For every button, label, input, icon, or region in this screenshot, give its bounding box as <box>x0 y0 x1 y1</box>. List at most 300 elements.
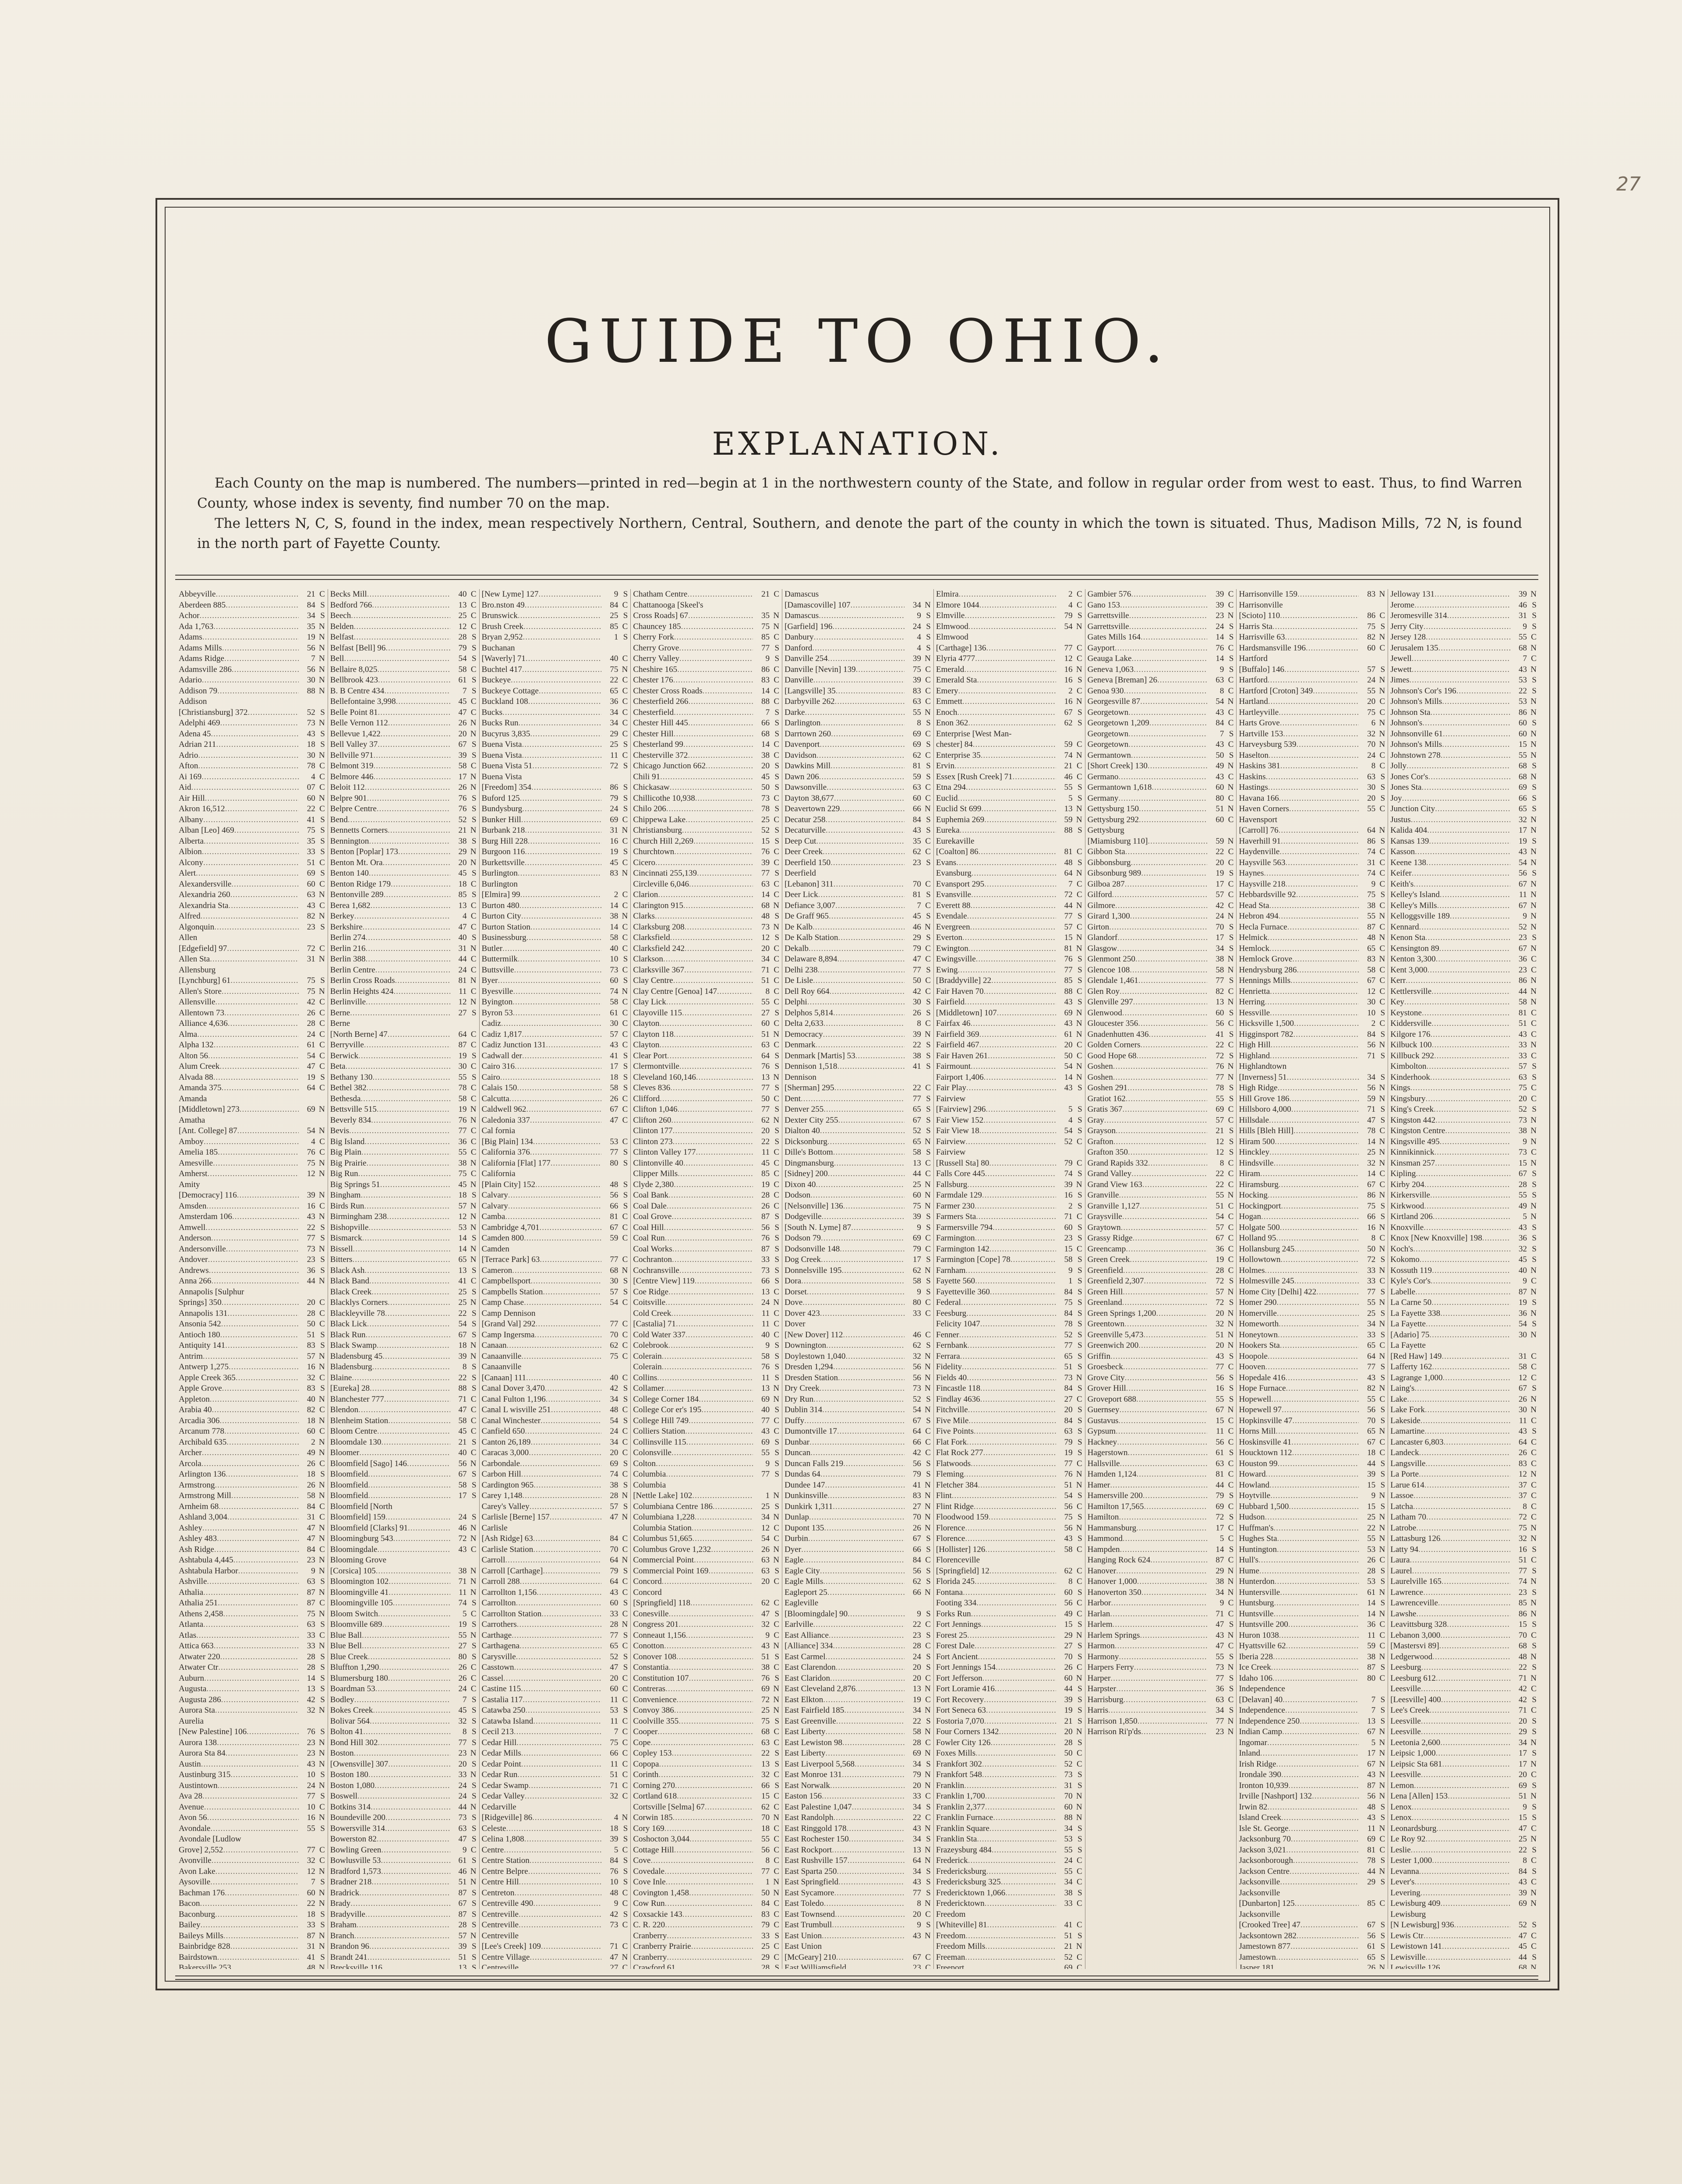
index-entry <box>179 1523 325 1534</box>
index-entry <box>179 901 325 912</box>
county-number: 24 <box>458 1513 467 1522</box>
town-name: Clipper Mills <box>633 1169 678 1178</box>
county-region-letter: N <box>773 1813 780 1822</box>
county-region-letter: N <box>470 1866 477 1876</box>
county-region-letter: S <box>926 1223 931 1232</box>
town-name: [Sherman] 295 <box>784 1083 834 1092</box>
county-number: 77 <box>761 1866 770 1876</box>
county-number: 70 <box>1064 1652 1073 1661</box>
county-number: 24 <box>1064 1856 1073 1865</box>
leader-dots <box>689 1834 753 1845</box>
county-region-letter: C <box>470 600 477 610</box>
county-region-letter: C <box>470 1684 477 1693</box>
town-name: East Elkton <box>784 1695 823 1704</box>
index-entry <box>784 1158 931 1169</box>
index-column <box>482 589 628 1969</box>
town-name: Glenwood <box>1087 1008 1122 1018</box>
county-number: 1 <box>1068 1276 1073 1286</box>
town-name: Bloomingville 41 <box>330 1587 389 1597</box>
town-name: Bradyville <box>330 1909 365 1919</box>
county-region-letter: C <box>1076 1137 1082 1146</box>
county-number: 25 <box>761 1502 770 1511</box>
index-entry <box>784 782 931 793</box>
index-entry <box>330 1169 477 1180</box>
county-number: 14 <box>307 1673 315 1683</box>
county-number: 68 <box>610 1265 618 1275</box>
county-number: 26 <box>458 1673 467 1683</box>
county-number: 18 <box>458 1341 467 1350</box>
county-region-letter: C <box>925 1792 931 1801</box>
county-region-letter: S <box>1229 1029 1234 1039</box>
county-region-letter: S <box>926 933 931 942</box>
index-entry <box>482 1115 628 1126</box>
town-name: Gratis 367 <box>1087 1105 1123 1114</box>
county-region-letter: C <box>622 1695 628 1704</box>
leader-dots <box>214 1641 299 1652</box>
leader-dots <box>352 1255 450 1265</box>
leader-dots <box>389 1576 450 1587</box>
town-name: Dublin 314 <box>784 1405 823 1414</box>
county-region-letter: C <box>470 1062 477 1071</box>
index-entry <box>330 643 477 654</box>
county-region-letter: S <box>774 1373 780 1382</box>
town-index <box>179 589 1537 1969</box>
county-region-letter: S <box>320 729 325 739</box>
leader-dots <box>689 1416 753 1427</box>
county-region-letter: C <box>925 686 931 696</box>
county-region-letter: C <box>622 1781 628 1790</box>
index-entry <box>330 1297 477 1308</box>
index-entry <box>179 1405 325 1416</box>
index-entry <box>179 1684 325 1695</box>
county-number: 85 <box>761 633 770 642</box>
leader-dots <box>223 1845 298 1856</box>
town-name: Bloom Switch <box>330 1609 378 1619</box>
leader-dots <box>838 1373 905 1384</box>
county-number: 21 <box>1064 1716 1073 1726</box>
county-number: 48 <box>610 1180 618 1189</box>
leader-dots <box>533 1544 601 1555</box>
county-number: 75 <box>307 986 315 996</box>
index-entry <box>179 1362 325 1373</box>
leader-dots <box>667 1931 753 1942</box>
county-region-letter: N <box>1076 1008 1082 1018</box>
county-region-letter: C <box>319 1040 325 1050</box>
leader-dots <box>687 589 753 600</box>
county-number: 75 <box>610 1738 618 1747</box>
county-number: 13 <box>458 1265 467 1275</box>
leader-dots <box>1133 1233 1208 1244</box>
index-entry <box>633 750 779 761</box>
county-region-letter: N <box>470 1212 477 1221</box>
leader-dots <box>357 1920 450 1931</box>
index-entry <box>1088 911 1234 922</box>
index-entry <box>936 1223 1082 1233</box>
index-entry <box>330 922 477 933</box>
index-entry <box>482 1748 628 1759</box>
leader-dots <box>546 1040 601 1051</box>
county-number: 58 <box>458 1416 467 1425</box>
index-entry <box>936 1426 1082 1437</box>
county-region-letter: S <box>471 1598 477 1608</box>
town-name: Gibbon Sta <box>1087 847 1125 856</box>
leader-dots <box>688 718 753 729</box>
town-name: Black Lick <box>330 1319 367 1329</box>
county-number: 55 <box>1064 1866 1073 1876</box>
county-region-letter: S <box>926 1416 931 1425</box>
town-name: Eagle <box>784 1555 804 1565</box>
county-region-letter: C <box>774 1663 780 1672</box>
town-name: Centreville <box>481 1931 519 1940</box>
county-number: 76 <box>1216 643 1224 653</box>
town-name: Atlas <box>179 1630 197 1640</box>
town-name: Gibbonsburg <box>1087 858 1131 867</box>
county-number: 69 <box>1064 1963 1073 1969</box>
county-number: 40 <box>307 1394 315 1404</box>
county-region-letter: S <box>1078 1265 1082 1275</box>
index-entry <box>179 1104 325 1115</box>
town-name: Clifford <box>633 1094 660 1103</box>
leader-dots <box>227 944 299 954</box>
county-region-letter: N <box>470 1105 477 1114</box>
leader-dots <box>840 1244 905 1255</box>
leader-dots <box>215 1909 299 1920</box>
town-name: Chillicothe 10,938 <box>633 793 695 803</box>
town-name: Buckeye <box>481 675 511 685</box>
index-entry <box>784 1373 931 1384</box>
index-entry <box>330 847 477 858</box>
index-entry <box>784 1791 931 1802</box>
leader-dots <box>232 664 299 675</box>
index-entry <box>1088 1308 1234 1319</box>
index-entry <box>936 1813 1082 1824</box>
county-number: 61 <box>610 1008 618 1018</box>
town-name: Berlin Heights 424 <box>330 986 394 996</box>
county-region-letter: S <box>623 1909 628 1919</box>
county-number: 45 <box>458 1427 467 1436</box>
county-region-letter: N <box>622 912 628 921</box>
county-region-letter: C <box>774 1770 780 1779</box>
county-number: 19 <box>1064 1448 1073 1457</box>
index-entry <box>784 1824 931 1834</box>
leader-dots <box>1131 589 1207 600</box>
county-number: 43 <box>1216 707 1224 717</box>
county-number: 43 <box>761 1427 770 1436</box>
leader-dots <box>222 643 299 654</box>
index-entry <box>330 696 477 707</box>
leader-dots <box>665 1297 753 1308</box>
index-entry <box>784 772 931 783</box>
leader-dots <box>810 1448 905 1459</box>
county-number: 65 <box>458 1255 467 1264</box>
leader-dots <box>225 1340 299 1351</box>
county-number: 81 <box>912 890 921 899</box>
index-entry <box>330 1598 477 1609</box>
town-name: Everett 88 <box>936 901 971 910</box>
county-region-letter: C <box>774 664 780 674</box>
leader-dots <box>500 1072 602 1083</box>
leader-dots <box>214 1040 299 1051</box>
county-number: 57 <box>458 1201 467 1211</box>
leader-dots <box>346 1061 450 1072</box>
town-name: Campbellsport <box>481 1276 531 1286</box>
town-name: Fayetteville 360 <box>936 1287 990 1297</box>
county-number: 42 <box>912 986 921 996</box>
county-region-letter: C <box>319 1373 325 1382</box>
town-name: Avondale [Ludlow <box>179 1834 241 1844</box>
leader-dots <box>203 858 299 869</box>
town-name: Antwerp 1,275 <box>179 1362 229 1371</box>
county-number: 84 <box>912 815 921 824</box>
town-name: Democracy <box>784 1029 823 1039</box>
county-number: 54 <box>458 654 467 663</box>
index-entry <box>1088 707 1234 718</box>
leader-dots <box>826 1727 905 1738</box>
leader-dots <box>1001 1877 1056 1888</box>
town-name: Eagle Mills <box>784 1577 823 1586</box>
county-region-letter: C <box>925 1813 931 1822</box>
index-entry <box>330 1855 477 1866</box>
county-number: 58 <box>610 933 618 942</box>
county-number: 71 <box>610 1942 618 1951</box>
county-region-letter: C <box>925 1158 931 1168</box>
county-region-letter: C <box>622 1888 628 1898</box>
county-number: 54 <box>307 1126 315 1135</box>
county-region-letter: S <box>471 675 477 685</box>
index-entry <box>1088 1018 1234 1029</box>
county-region-letter: C <box>774 793 780 803</box>
index-entry <box>179 1695 325 1706</box>
county-number: 42 <box>307 1695 315 1704</box>
index-entry <box>330 815 477 826</box>
county-number: 14 <box>761 740 770 749</box>
county-region-letter: S <box>623 1158 628 1168</box>
index-entry <box>1088 965 1234 976</box>
index-entry <box>936 1909 1082 1920</box>
leader-dots <box>838 1877 905 1888</box>
town-name: Elyria 4777 <box>936 654 975 663</box>
county-number: 51 <box>610 1770 618 1779</box>
county-region-letter: S <box>1229 1276 1234 1286</box>
index-entry <box>482 1201 628 1212</box>
index-entry <box>330 1941 477 1952</box>
town-name: East Liberty <box>784 1749 826 1758</box>
town-name: [Canaan] 111 <box>481 1373 527 1382</box>
leader-dots <box>388 718 450 729</box>
county-region-letter: N <box>773 611 780 620</box>
county-number: 11 <box>761 1308 770 1318</box>
leader-dots <box>521 911 602 922</box>
town-name: Belden <box>330 622 354 631</box>
town-name: Adena 45 <box>179 729 211 739</box>
leader-dots <box>358 1051 450 1062</box>
county-number: 29 <box>458 847 467 856</box>
index-entry <box>936 1705 1082 1716</box>
county-number: 43 <box>458 1544 467 1554</box>
county-number: 20 <box>1064 1405 1073 1414</box>
county-number: 60 <box>610 976 618 985</box>
town-name: Gray <box>1087 1115 1104 1125</box>
town-name: Beech <box>330 611 351 620</box>
county-region-letter: C <box>925 1952 931 1962</box>
index-entry <box>633 1523 779 1534</box>
leader-dots <box>513 1008 602 1019</box>
town-name: Bettsville 515 <box>330 1105 377 1114</box>
county-number: 23 <box>307 1738 315 1747</box>
leader-dots <box>686 1437 753 1448</box>
town-name: Arabia 40 <box>179 1405 212 1414</box>
index-entry <box>936 1695 1082 1706</box>
county-region-letter: C <box>925 836 931 846</box>
county-number: 43 <box>761 1641 770 1650</box>
county-number: 44 <box>307 1276 315 1286</box>
county-number: 16 <box>1064 1191 1073 1200</box>
town-name: Danford <box>784 643 813 653</box>
county-number: 77 <box>1064 643 1073 653</box>
town-name: Cooper <box>633 1727 658 1736</box>
county-region-letter: S <box>926 1105 931 1114</box>
town-name: Byer <box>481 976 498 985</box>
index-entry <box>633 986 779 997</box>
county-region-letter: C <box>925 1308 931 1318</box>
county-region-letter: N <box>470 1802 477 1812</box>
town-name: Clintonville 40 <box>633 1158 683 1168</box>
leader-dots <box>364 1137 450 1148</box>
leader-dots <box>964 664 1056 675</box>
county-region-letter: C <box>925 675 931 685</box>
index-entry <box>482 1330 628 1341</box>
county-number: 56 <box>458 1459 467 1468</box>
county-number: 71 <box>1064 1212 1073 1221</box>
county-number: 17 <box>1216 879 1224 889</box>
county-region-letter: C <box>622 1373 628 1382</box>
town-name: Gayport <box>1087 643 1115 653</box>
leader-dots <box>952 1491 1056 1502</box>
town-name: Commercial Point 169 <box>633 1566 709 1576</box>
county-number: 45 <box>761 772 770 781</box>
index-entry <box>633 1180 779 1191</box>
county-number: 4 <box>311 772 315 781</box>
index-entry <box>784 1866 931 1877</box>
leader-dots <box>221 1695 299 1706</box>
leader-dots <box>393 1598 450 1609</box>
town-name: Constantia <box>633 1663 669 1672</box>
town-name: Bishopville <box>330 1223 369 1232</box>
town-name: Adamsville 286 <box>179 664 232 674</box>
leader-dots <box>366 1330 450 1341</box>
town-name: Buena Vista <box>481 772 522 781</box>
town-name: Colerain <box>633 1362 662 1371</box>
leader-dots <box>514 1662 601 1673</box>
town-name: Groesbeck <box>1087 1362 1123 1371</box>
index-entry <box>179 1813 325 1824</box>
index-entry <box>330 1255 477 1265</box>
leader-dots <box>535 1180 601 1191</box>
county-region-letter: C <box>319 1544 325 1554</box>
county-number: 49 <box>307 1448 315 1457</box>
index-entry <box>936 1094 1082 1105</box>
town-name: Burbank 218 <box>481 826 525 835</box>
town-name: Alliance 4,636 <box>179 1019 228 1028</box>
leader-dots <box>1122 1297 1208 1308</box>
leader-dots <box>358 1169 450 1180</box>
leader-dots <box>990 1738 1056 1749</box>
leader-dots <box>1117 944 1207 954</box>
index-entry <box>330 1287 477 1298</box>
county-number: 66 <box>761 1276 770 1286</box>
county-region-letter: C <box>774 847 780 856</box>
county-number: 54 <box>610 1298 618 1307</box>
index-entry <box>1088 1201 1234 1212</box>
county-region-letter: S <box>471 1920 477 1930</box>
county-region-letter: C <box>319 1405 325 1414</box>
county-region-letter: S <box>926 1287 931 1297</box>
town-name: Bunker Hill <box>481 815 521 824</box>
town-name: Dundas 64 <box>784 1470 820 1479</box>
index-entry <box>330 1265 477 1276</box>
town-name: Arlington 136 <box>179 1470 226 1479</box>
leader-dots <box>207 1576 298 1587</box>
county-region-letter: N <box>622 1513 628 1522</box>
county-region-letter: S <box>1078 1824 1082 1833</box>
county-region-letter: S <box>774 761 780 770</box>
town-name: Boston <box>330 1749 354 1758</box>
county-number: 87 <box>307 1587 315 1597</box>
town-name: Centreville <box>481 1909 519 1919</box>
leader-dots <box>989 1512 1056 1523</box>
leader-dots <box>532 761 601 772</box>
leader-dots <box>673 1813 753 1824</box>
town-name: Colebrook <box>633 1341 668 1350</box>
county-region-letter: N <box>470 1180 477 1189</box>
leader-dots <box>692 1523 753 1534</box>
town-name: Burlington <box>481 869 518 878</box>
index-entry <box>482 1104 628 1115</box>
leader-dots <box>670 933 753 944</box>
county-region-letter: C <box>1076 986 1082 996</box>
county-number: 40 <box>761 1405 770 1414</box>
index-entry <box>633 975 779 986</box>
town-name: College Corner 184 <box>633 1394 699 1404</box>
county-number: 45 <box>458 1706 467 1715</box>
county-region-letter: C <box>470 1416 477 1425</box>
county-region-letter: S <box>1078 954 1082 964</box>
county-number: 32 <box>1216 1319 1224 1329</box>
index-entry <box>482 739 628 750</box>
index-entry <box>936 1255 1082 1265</box>
county-number: 70 <box>610 1330 618 1339</box>
index-entry <box>482 1534 628 1544</box>
county-region-letter: S <box>926 1866 931 1876</box>
index-entry <box>784 1437 931 1448</box>
index-entry <box>179 911 325 922</box>
county-number: 12 <box>1064 654 1073 663</box>
leader-dots <box>690 1598 753 1609</box>
leader-dots <box>377 1340 450 1351</box>
leader-dots <box>986 1104 1056 1115</box>
index-entry <box>330 1437 477 1448</box>
county-region-letter: S <box>471 1738 477 1747</box>
leader-dots <box>525 825 601 836</box>
county-region-letter: N <box>1076 1480 1082 1490</box>
county-region-letter: S <box>471 1963 477 1969</box>
county-number: 12 <box>1216 1148 1224 1157</box>
county-number: 51 <box>1216 1330 1224 1339</box>
county-region-letter: N <box>470 1255 477 1264</box>
leader-dots <box>407 1459 450 1470</box>
index-entry <box>179 1716 325 1727</box>
county-number: 77 <box>1064 1459 1073 1468</box>
